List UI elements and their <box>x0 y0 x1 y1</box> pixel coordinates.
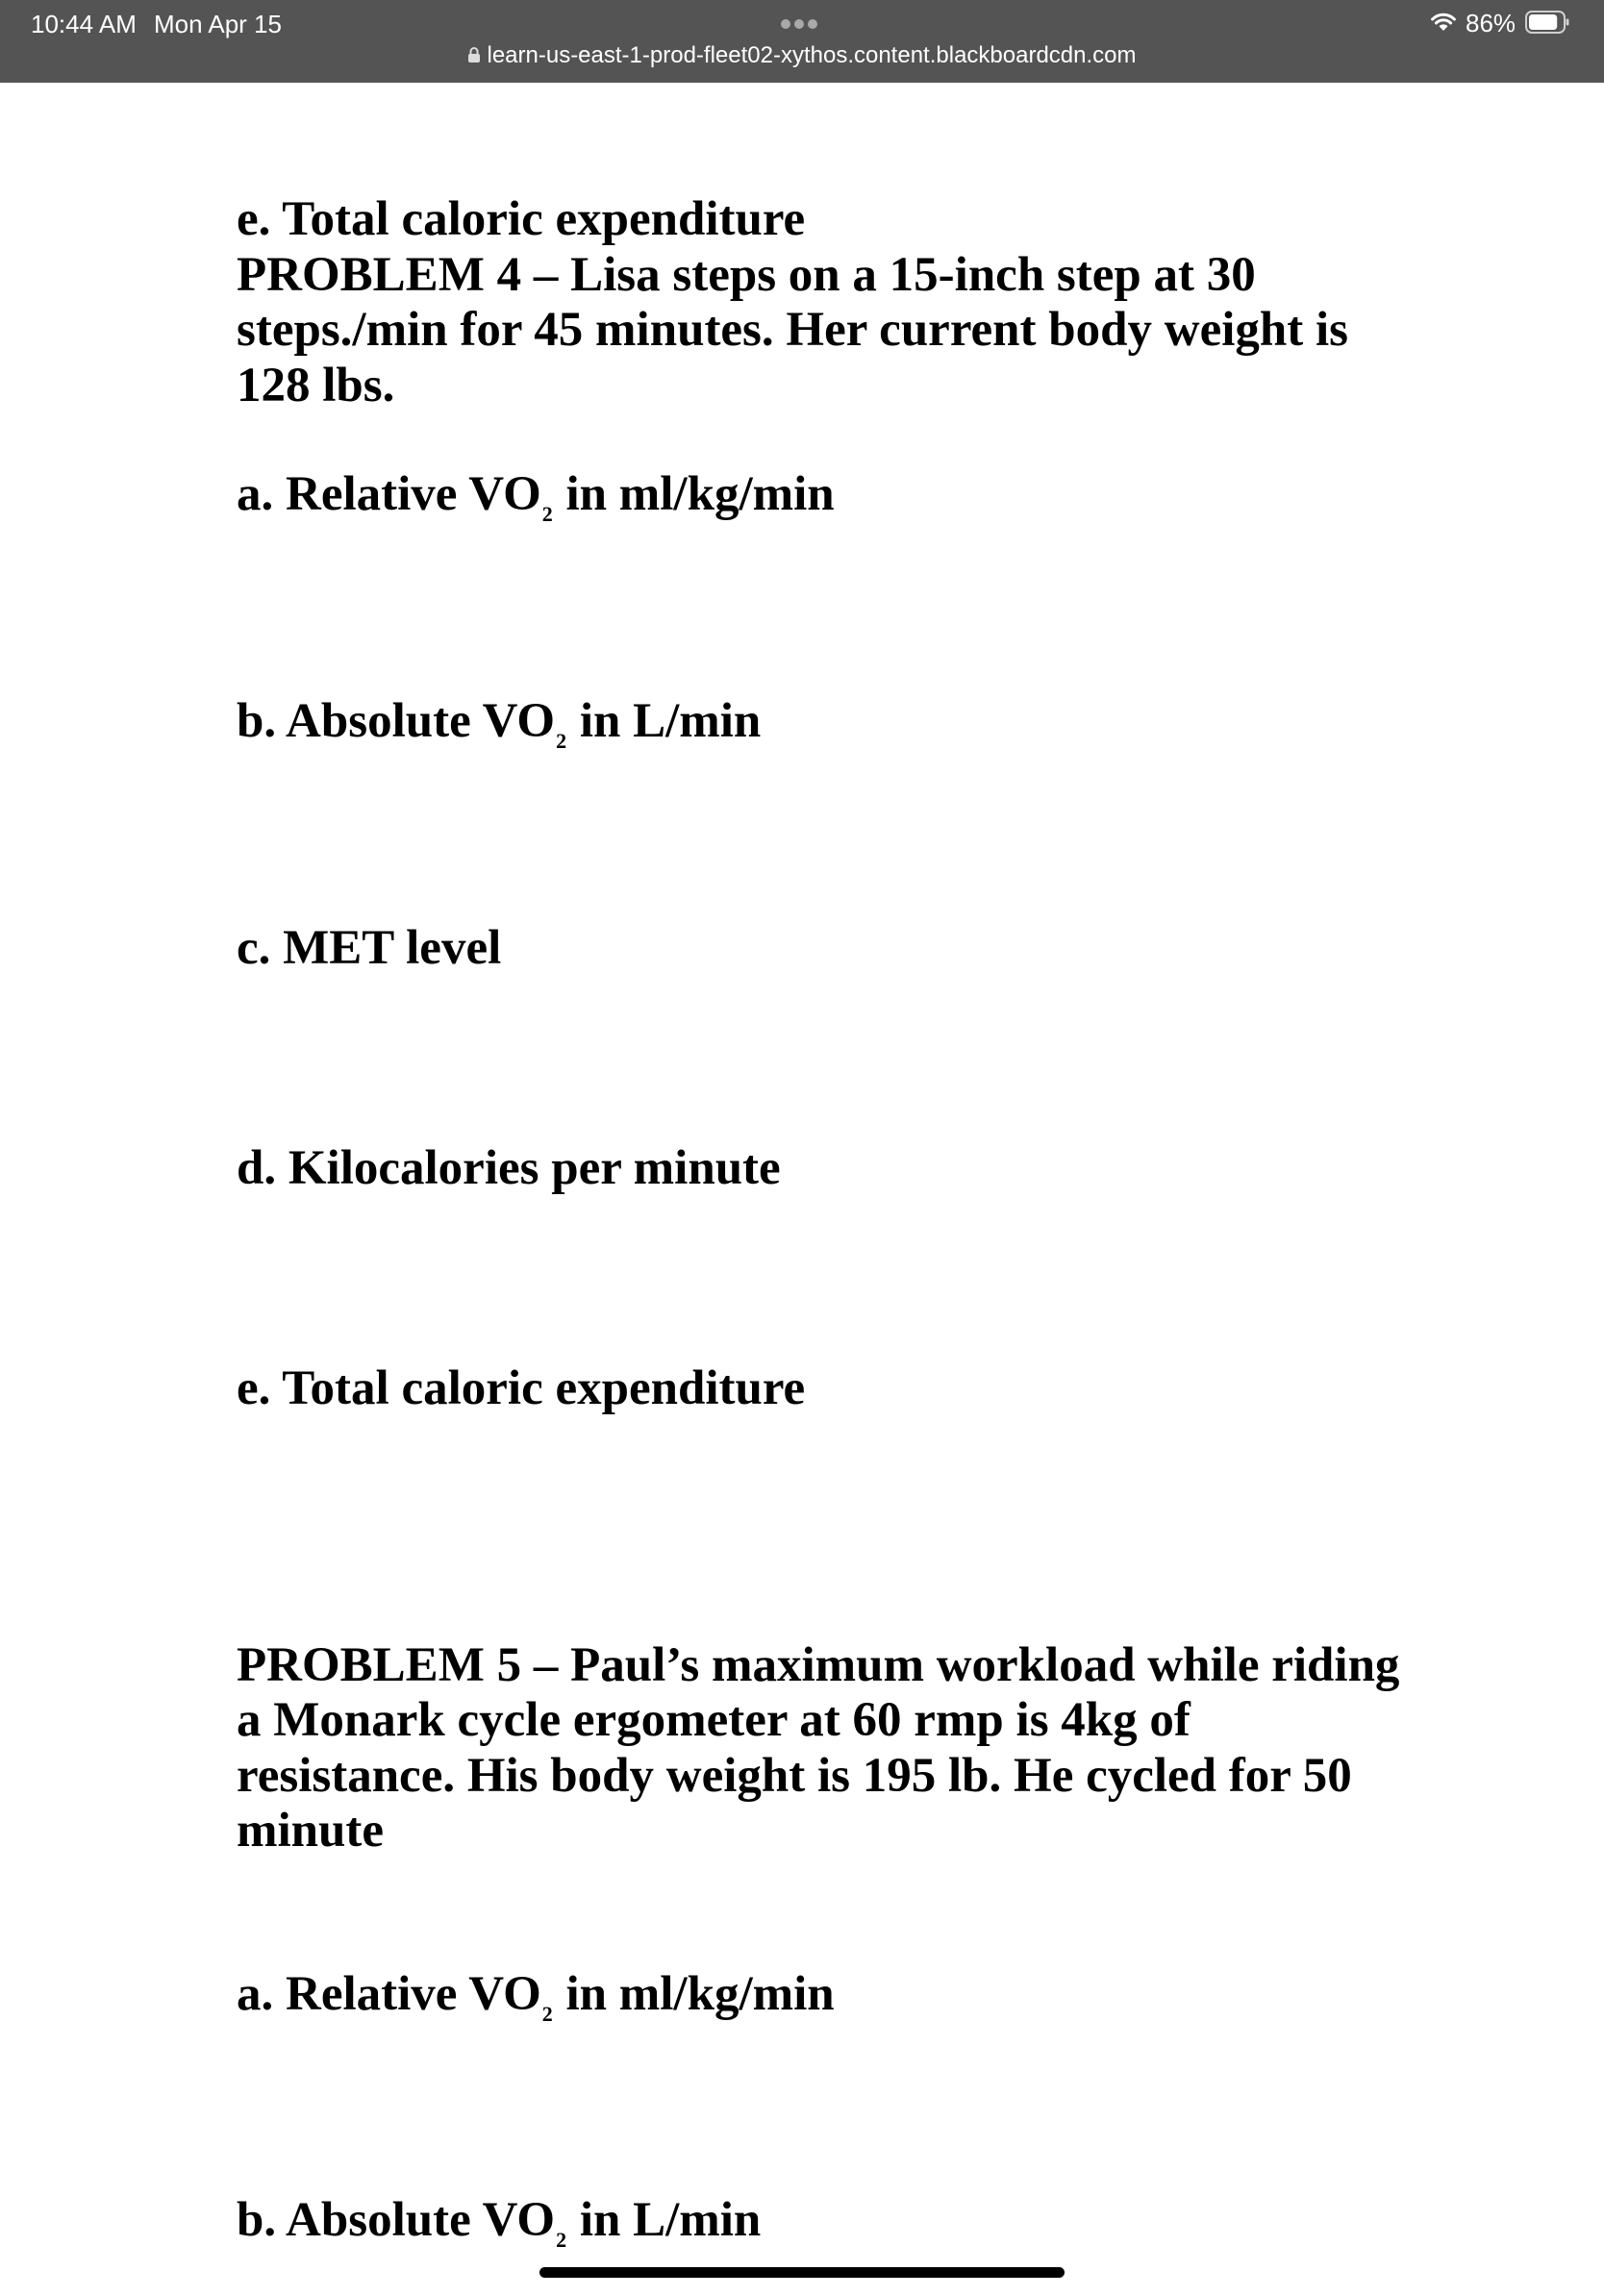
item-b-prefix: b. Absolute VO <box>237 694 556 748</box>
prev-item-e: e. Total caloric expenditure <box>237 192 806 246</box>
problem4-line-3: 128 lbs. <box>237 359 395 412</box>
home-indicator[interactable] <box>539 2267 1065 2278</box>
problem5-line-3: resistance. His body weight is 195 lb. He cycled for 50 <box>237 1749 1352 1803</box>
subscript-2: 2 <box>541 2002 553 2026</box>
battery-icon <box>1525 11 1569 34</box>
battery-percent: 86% <box>1466 9 1516 37</box>
subscript-2: 2 <box>556 2228 567 2252</box>
problem4-item-b <box>237 693 761 758</box>
wifi-icon <box>1429 10 1458 33</box>
item-a-suffix: in ml/kg/min <box>553 467 835 521</box>
item-b-prefix: b. Absolute VO <box>237 2193 556 2247</box>
subscript-2: 2 <box>556 729 567 753</box>
problem5-line-2: a Monark cycle ergometer at 60 rmp is 4kg of <box>237 1693 1190 1747</box>
lock-icon <box>467 46 481 63</box>
item-b-suffix: in L/min <box>567 694 762 748</box>
problem4-line-2: steps./min for 45 minutes. Her current body weight is <box>237 303 1348 357</box>
pdf-document[interactable] <box>0 83 1604 2296</box>
status-date: Mon Apr 15 <box>154 10 282 38</box>
problem5-line-1: PROBLEM 5 – Paul’s maximum workload while riding <box>237 1638 1400 1692</box>
more-dots-icon[interactable] <box>781 19 825 29</box>
item-a-prefix: a. Relative VO <box>237 467 541 521</box>
problem4-item-c: c. MET level <box>237 921 502 975</box>
item-b-suffix: in L/min <box>567 2193 762 2247</box>
status-time: 10:44 AM <box>31 10 137 38</box>
problem5-item-a <box>237 1966 835 2031</box>
battery-fill <box>1529 14 1557 30</box>
problem4-line-1: PROBLEM 4 – Lisa steps on a 15-inch step at 30 <box>237 248 1256 302</box>
item-a-prefix: a. Relative VO <box>237 1967 541 2021</box>
problem4-item-a <box>237 466 835 531</box>
problem4-item-e: e. Total caloric expenditure <box>237 1361 806 1415</box>
browser-top-bar <box>0 0 1604 84</box>
problem5-item-b <box>237 2192 761 2257</box>
item-a-suffix: in ml/kg/min <box>553 1967 835 2021</box>
address-bar[interactable] <box>0 38 1604 73</box>
url-text[interactable]: learn-us-east-1-prod-fleet02-xythos.content.blackboardcdn.com <box>487 42 1137 68</box>
subscript-2: 2 <box>541 502 553 526</box>
problem5-line-4: minute <box>237 1804 384 1858</box>
problem4-item-d: d. Kilocalories per minute <box>237 1141 781 1195</box>
